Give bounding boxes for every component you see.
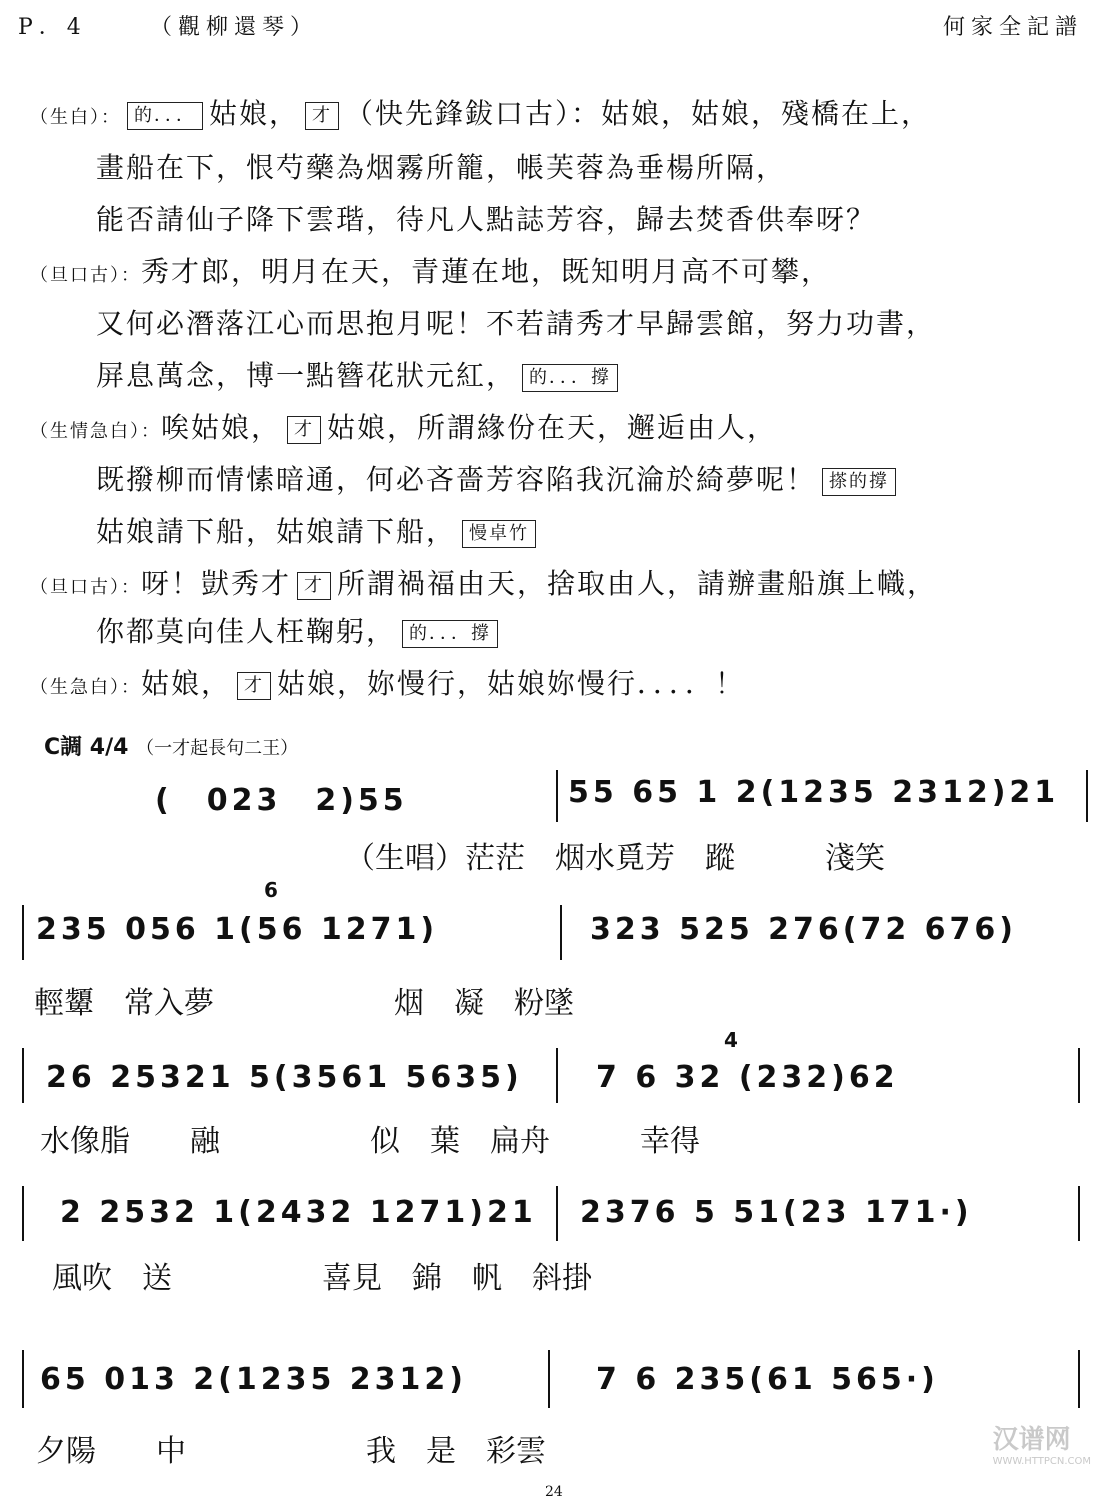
piece-title: （觀柳還琴） [150,15,319,40]
lyrics-row-4: 風吹 送 喜見 錦 帆 斜掛 [52,1261,592,1296]
tempo-note: （一才起長句二王） [136,738,299,759]
percussion-cue: 慢卓竹 [462,520,536,548]
notation-row-1a: ( 023 2)55 [155,783,408,818]
dialogue-line-8: 既撥柳而情愫暗通，何必吝嗇芳容陷我沉淪於綺夢呢！ 搽的撐 [96,458,902,498]
percussion-cue: 的．．．撐 [402,620,498,648]
percussion-cue: 才 [287,416,321,444]
lyrics-row-2: 輕顰 常入夢 烟 凝 粉墜 [34,986,574,1021]
barline [22,905,24,960]
percussion-cue: 搽的撐 [822,468,896,496]
barline [1078,1350,1080,1408]
lyrics-row-1: （生唱）茫茫 烟水覓芳 蹤 淺笑 [345,841,885,876]
watermark-logo: 汉谱网 WWW.HTTPCN.COM [992,1425,1091,1467]
notation-row-5b: 7 6 235(61 565·) [596,1362,939,1397]
dialogue-line-3: 能否請仙子降下雲瑎，待凡人點誌芳容，歸去焚香供奉呀？ [96,203,877,236]
percussion-cue: 才 [237,672,271,700]
dialogue-line-5: 又何必潛落江心而思抱月呢！不若請秀才早歸雲館，努力功書， [96,307,937,340]
dialogue-line-10: （旦口古）：呀！獃秀才 才 所謂禍福由天，捨取由人，請辦畫船旗上幟， [30,567,938,600]
grace-note: 6 [264,878,278,902]
dialogue-line-11: 你都莫向佳人枉鞠躬， 的．．．撐 [96,610,504,650]
grace-note: 4 [724,1028,738,1052]
barline [1078,1186,1080,1241]
dialogue-line-4: （旦口古）：秀才郎，明月在天，青蓮在地，既知明月高不可攀， [30,255,832,288]
page-number-bottom: 24 [545,1484,563,1500]
barline [1086,770,1088,822]
barline [22,1048,24,1103]
notation-row-3b: 7 6 32 (232)62 [596,1060,899,1095]
transcriber-credit: 何家全記譜 [942,15,1083,40]
barline [556,770,558,822]
percussion-cue: 的．．． [127,102,203,130]
dialogue-line-7: （生情急白）：唉姑娘， 才 姑娘，所謂緣份在天，邂逅由人， [30,411,778,444]
dialogue-line-1: （生白）： 的．．． 姑娘， 才 （快先鋒鈸口古）：姑娘，姑娘，殘橋在上， [30,97,932,130]
notation-row-5a: 65 013 2(1235 2312) [40,1362,467,1397]
notation-row-2b: 323 525 276(72 676) [590,912,1017,947]
notation-row-4a: 2 2532 1(2432 1271)21 [60,1195,537,1230]
barline [1078,1048,1080,1103]
notation-row-1b: 55 65 1 2(1235 2312)21 [568,775,1060,810]
dialogue-line-6: 屏息萬念，博一點簪花狀元紅， 的．．．撐 [96,354,624,394]
page-number: P．4 [18,15,87,40]
percussion-cue: 的．．．撐 [522,364,618,392]
barline [560,905,562,960]
barline [556,1186,558,1241]
lyrics-row-5: 夕陽 中 我 是 彩雲 [36,1434,546,1469]
lyrics-row-3: 水像脂 融 似 葉 扁舟 幸得 [40,1124,700,1159]
barline [556,1048,558,1103]
dialogue-line-9: 姑娘請下船，姑娘請下船， 慢卓竹 [96,510,542,550]
barline [22,1350,24,1408]
key-signature: C調 4/4 （一才起長句二王） [44,735,299,760]
dialogue-line-2: 畫船在下，恨芍藥為烟霧所籠，帳芙蓉為垂楊所隔， [96,151,787,184]
percussion-cue: 才 [297,572,331,600]
notation-row-4b: 2376 5 51(23 171·) [580,1195,973,1230]
barline [22,1186,24,1241]
dialogue-line-12: （生急白）：姑娘， 才 姑娘，妳慢行，姑娘妳慢行．．．．！ [30,667,746,700]
percussion-cue: 才 [305,102,339,130]
notation-row-2a: 235 056 1(56 1271) [36,912,439,947]
notation-row-3a: 26 25321 5(3561 5635) [46,1060,523,1095]
barline [548,1350,550,1408]
